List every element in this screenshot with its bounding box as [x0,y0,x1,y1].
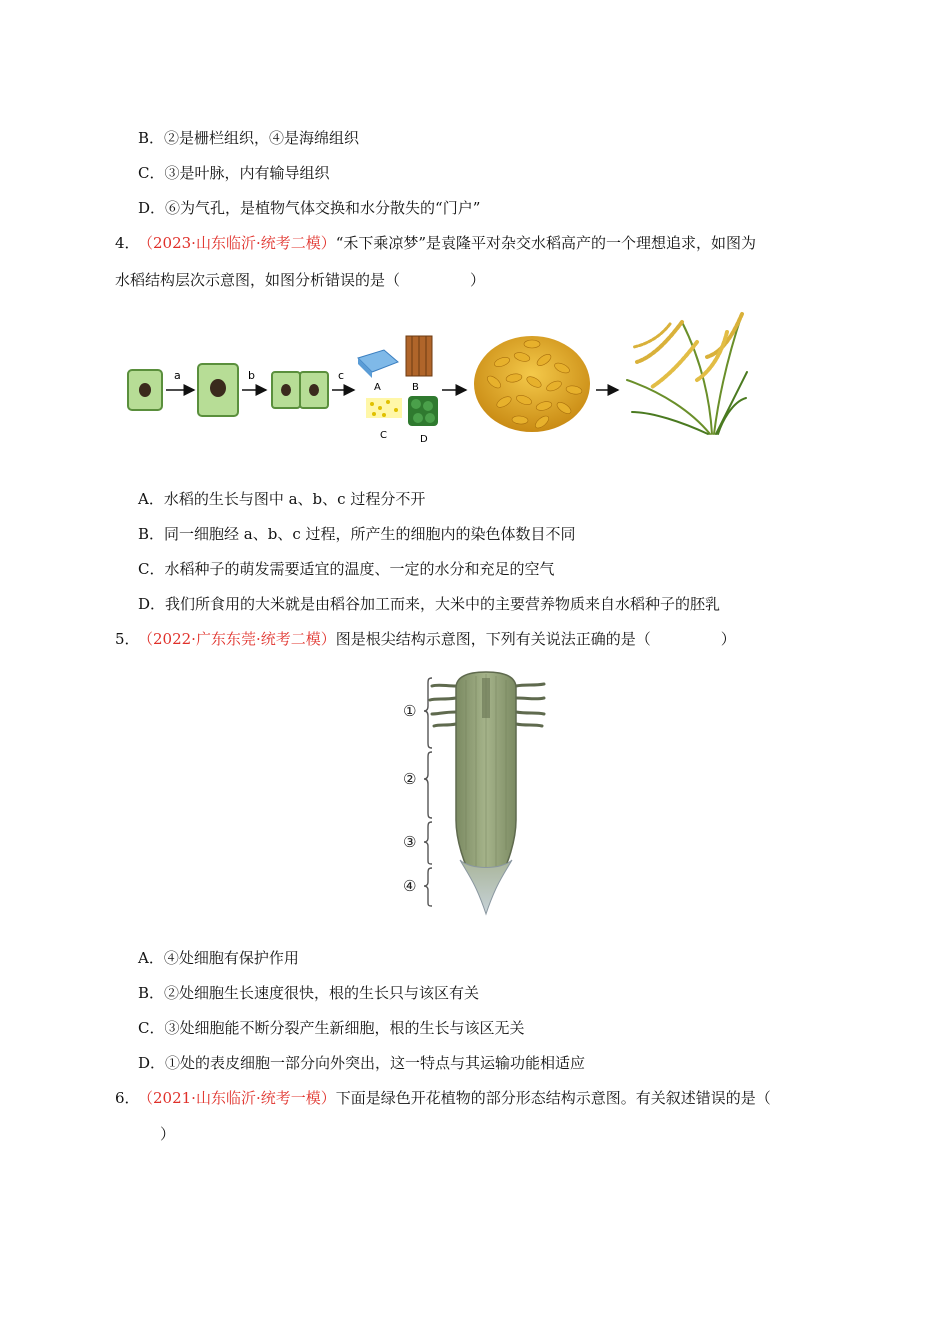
q4-stem-line2-wrap [115,270,485,290]
zone-label-2: ② [403,770,417,788]
q4-option-b: B．同一细胞经 a、b、c 过程，所产生的细胞内的染色体数目不同 [138,525,576,543]
q4-stem [138,233,756,253]
prev-option-c: C．③是叶脉，内有输导组织 [138,164,330,182]
q4-option-d: D．我们所食用的大米就是由稻谷加工而来，大米中的主要营养物质来自水稻种子的胚乳 [138,595,721,613]
rice-grains-image [474,336,590,432]
q6-stem: 下面是绿色开花植物的部分形态结构示意图。有关叙述错误的是（ [335,1089,771,1107]
q5-option-b: B．②处细胞生长速度很快，根的生长只与该区有关 [138,984,480,1002]
zone-braces [424,678,432,906]
q5-option-d: D．①处的表皮细胞一部分向外突出，这一特点与其运输功能相适应 [138,1054,586,1072]
q5-stem: 图是根尖结构示意图，下列有关说法正确的是（ [335,630,651,648]
prev-option-b: B．②是栅栏组织，④是海绵组织 [138,129,360,147]
tissue-label-a: A [374,382,381,393]
q4-option-a: A．水稻的生长与图中 a、b、c 过程分不开 [138,490,426,508]
rice-plant-image [627,314,747,434]
q5-source: （2022·广东东莞·统考二模） [138,630,336,648]
root-cap [460,860,512,914]
tissue-label-c: C [380,430,387,441]
zone-label-1: ① [403,702,417,720]
single-cell-large [198,364,238,416]
q5-number: 5． [115,630,140,648]
label-c: c [338,369,345,382]
q4-stem-line1: “禾下乘凉梦”是袁隆平对杂交水稻高产的一个理想追求，如图为 [335,234,757,252]
zone-label-4: ④ [403,877,417,895]
q6-stem-wrap [138,1088,771,1108]
tissue-label-b: B [412,382,419,393]
q6-source: （2021·山东临沂·统考一模） [138,1089,336,1107]
rice-structure-figure [122,302,752,452]
divided-cells [272,372,328,408]
q5-paren-close: ） [720,630,736,648]
q5-option-c: C．③处细胞能不断分裂产生新细胞，根的生长与该区无关 [138,1019,525,1037]
q4-number: 4． [115,234,140,252]
label-b: b [248,369,255,382]
tissue-label-d: D [420,434,428,445]
q4-paren-close: ） [470,271,486,289]
q6-number: 6． [115,1089,140,1107]
prev-option-d: D．⑥为气孔，是植物气体交换和水分散失的“门户” [138,199,481,217]
label-a: a [174,369,181,382]
q5-option-a: A．④处细胞有保护作用 [138,949,299,967]
q4-option-c: C．水稻种子的萌发需要适宜的温度、一定的水分和充足的空气 [138,560,555,578]
q5-stem-wrap [138,629,736,649]
tissue-a [358,350,398,378]
tissue-b [406,336,432,376]
q6-paren-close: ） [160,1125,176,1143]
root-tip-figure [398,670,554,918]
tissue-d [408,396,438,426]
tissue-c [366,398,402,418]
single-cell-small [128,370,162,410]
zone-label-3: ③ [403,833,417,851]
q4-source: （2023·山东临沂·统考二模） [138,234,336,252]
q4-stem-line2: 水稻结构层次示意图，如图分析错误的是（ [115,271,401,289]
